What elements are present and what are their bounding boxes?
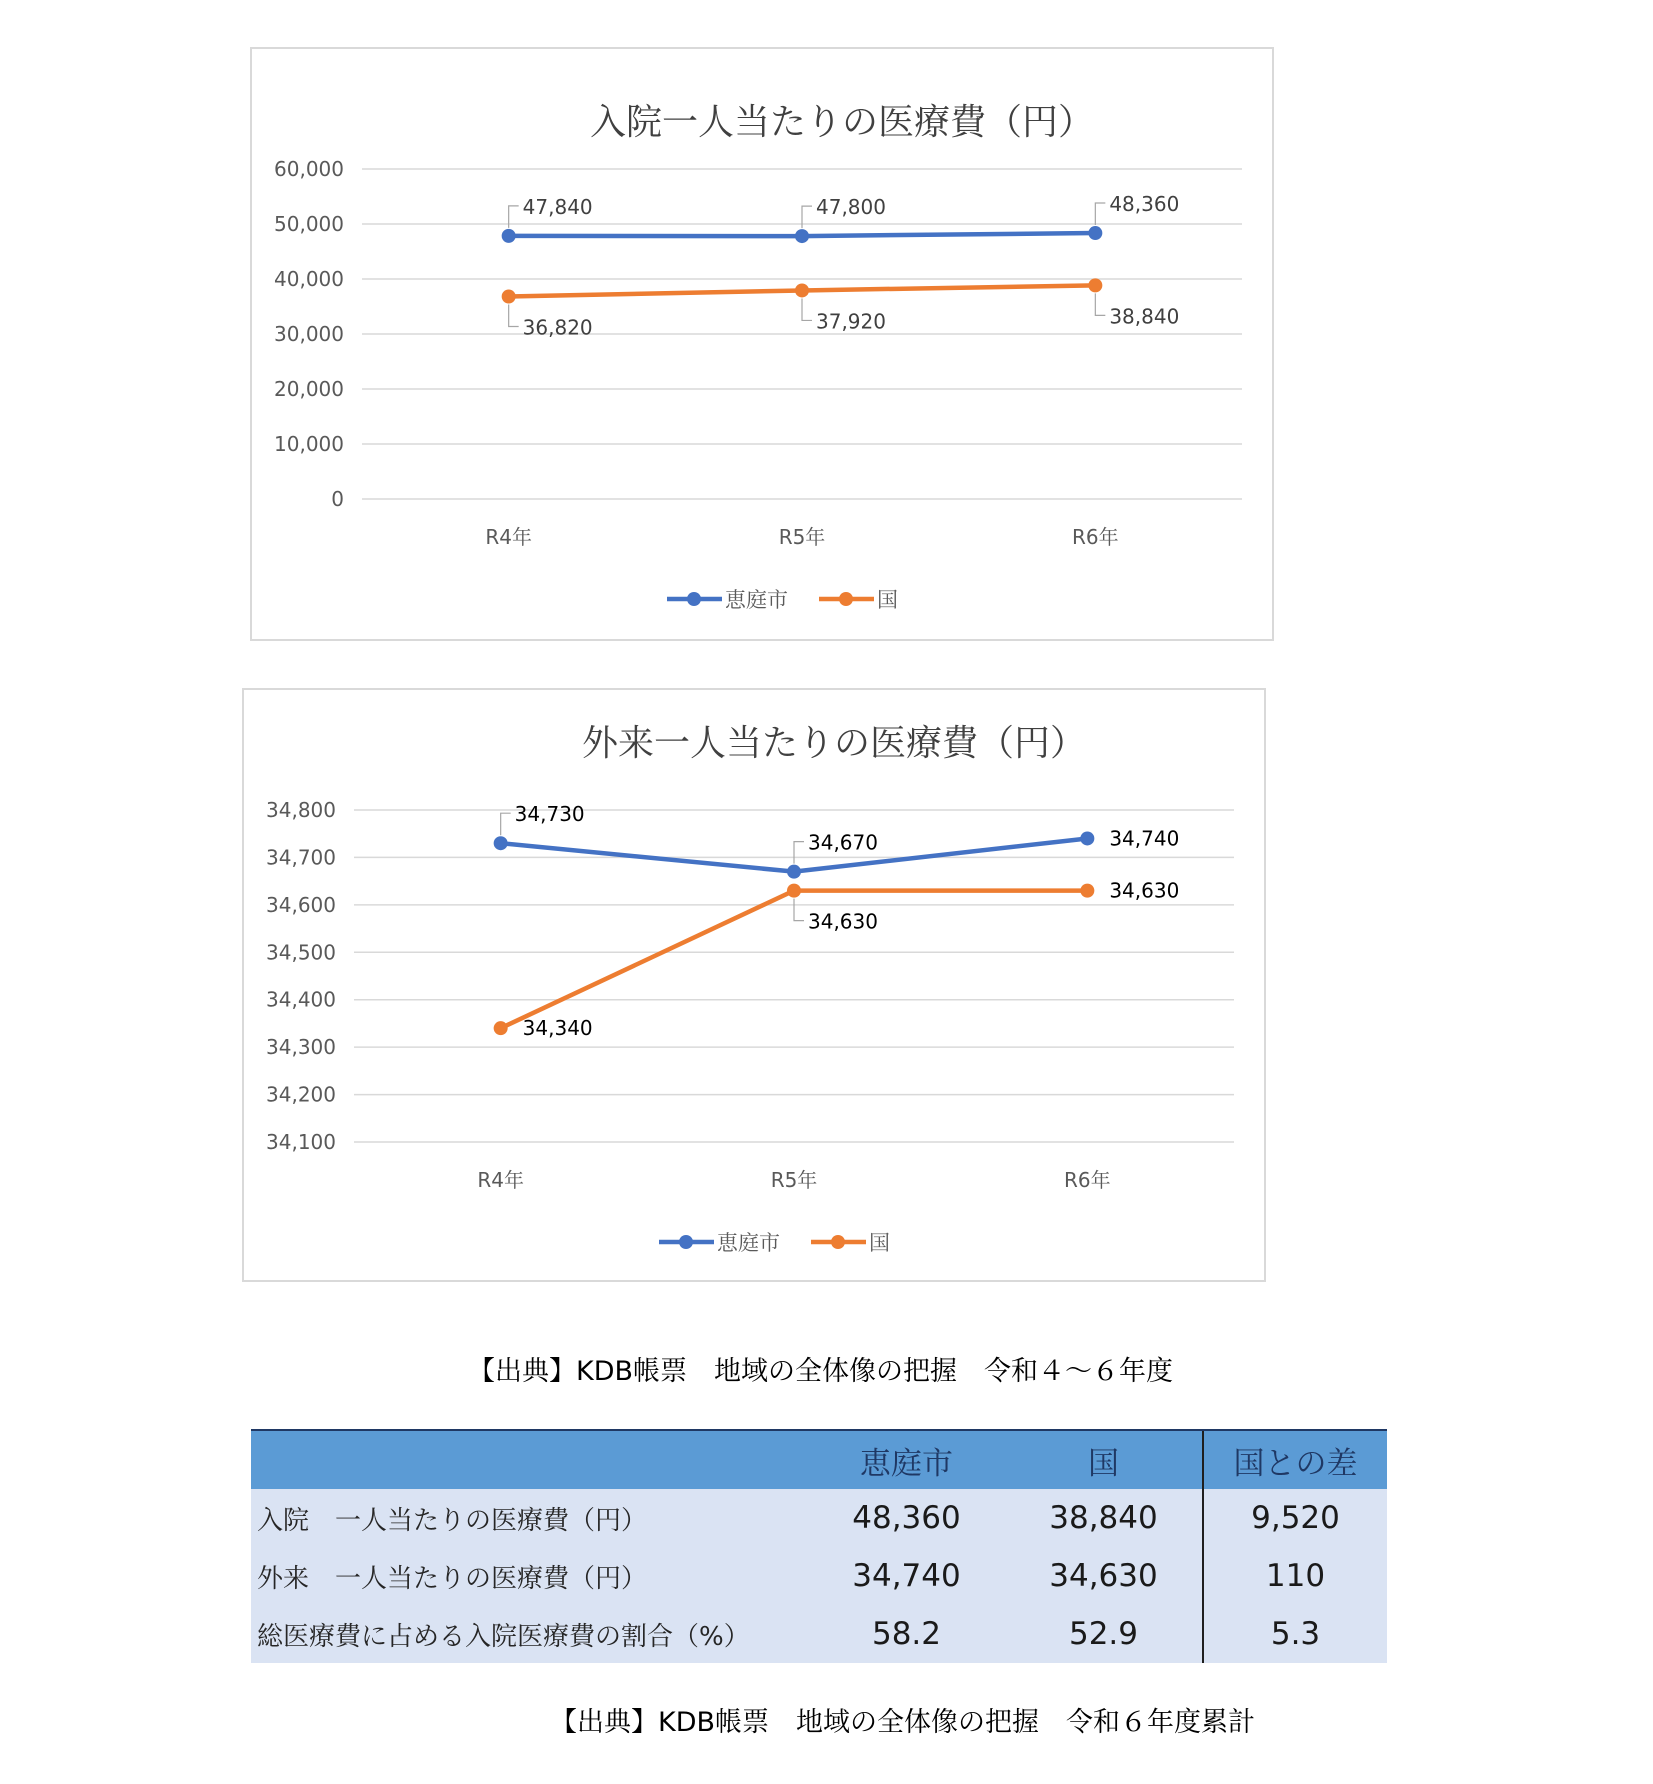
legend-marker <box>687 592 701 606</box>
data-point <box>1080 884 1094 898</box>
outpatient-chart-svg <box>244 690 1264 1280</box>
leader-line <box>1095 203 1105 225</box>
y-tick-label: 10,000 <box>274 432 344 456</box>
cell-diff: 5.3 <box>1203 1605 1387 1663</box>
cell-city: 34,740 <box>808 1547 1005 1605</box>
legend-label: 国 <box>877 588 898 612</box>
data-label: 47,800 <box>816 195 886 220</box>
table-header-nation: 国 <box>1005 1430 1203 1489</box>
y-tick-label: 34,300 <box>266 1035 336 1060</box>
leader-line <box>802 206 812 228</box>
table-row <box>251 1605 1387 1663</box>
data-point <box>1088 226 1102 240</box>
x-tick-label: R5年 <box>778 525 826 549</box>
row-label: 総医療費に占める入院医療費の割合（%） <box>251 1605 808 1663</box>
data-label: 34,670 <box>808 830 878 855</box>
leader-line <box>794 842 804 864</box>
data-label: 36,820 <box>522 315 593 340</box>
y-tick-label: 60,000 <box>274 157 344 181</box>
chart-source-note: 【出典】KDB帳票 地域の全体像の把握 令和４～６年度 <box>468 1356 1174 1387</box>
data-label: 34,740 <box>1109 826 1180 851</box>
data-point <box>494 836 508 850</box>
legend-label: 恵庭市 <box>725 588 788 612</box>
data-point <box>795 229 809 243</box>
table-row <box>251 1489 1387 1547</box>
comparison-table <box>251 1429 1387 1663</box>
data-label: 38,840 <box>1109 304 1180 329</box>
data-point <box>787 884 801 898</box>
cell-nation: 38,840 <box>1005 1489 1203 1547</box>
y-tick-label: 34,200 <box>266 1082 336 1107</box>
table-header-diff: 国との差 <box>1203 1430 1387 1489</box>
x-tick-label: R5年 <box>770 1168 818 1192</box>
x-tick-label: R4年 <box>485 525 532 549</box>
legend-label: 恵庭市 <box>717 1231 780 1255</box>
cell-nation: 52.9 <box>1005 1605 1203 1663</box>
leader-line <box>802 298 812 320</box>
y-tick-label: 20,000 <box>274 377 344 401</box>
leader-line <box>501 813 511 835</box>
table-row <box>251 1547 1387 1605</box>
leader-line <box>794 899 804 921</box>
table-header-city: 恵庭市 <box>808 1430 1005 1489</box>
table-source-note: 【出典】KDB帳票 地域の全体像の把握 令和６年度累計 <box>550 1707 1256 1738</box>
data-point <box>1080 831 1094 845</box>
leader-line <box>509 304 519 326</box>
y-tick-label: 34,500 <box>266 940 336 965</box>
row-label: 外来 一人当たりの医療費（円） <box>251 1547 808 1605</box>
y-tick-label: 30,000 <box>274 322 344 346</box>
data-point <box>502 289 516 303</box>
y-tick-label: 50,000 <box>274 212 344 236</box>
y-tick-label: 40,000 <box>274 267 344 291</box>
y-tick-label: 34,800 <box>266 798 336 822</box>
cell-nation: 34,630 <box>1005 1547 1203 1605</box>
table-header-row <box>251 1430 1387 1489</box>
legend-marker <box>839 592 853 606</box>
cell-diff: 9,520 <box>1203 1489 1387 1547</box>
cell-city: 48,360 <box>808 1489 1005 1547</box>
cell-diff: 110 <box>1203 1547 1387 1605</box>
inpatient-cost-chart <box>250 47 1274 641</box>
row-label: 入院 一人当たりの医療費（円） <box>251 1489 808 1547</box>
inpatient-chart-svg <box>252 49 1272 639</box>
legend-marker <box>831 1235 845 1249</box>
outpatient-cost-chart <box>242 688 1266 1282</box>
chart-title: 外来一人当たりの医療費（円） <box>581 723 1087 764</box>
data-label: 37,920 <box>816 309 886 334</box>
data-label: 34,630 <box>808 909 878 934</box>
cell-city: 58.2 <box>808 1605 1005 1663</box>
legend-label: 国 <box>869 1231 890 1255</box>
data-point <box>494 1021 508 1035</box>
data-point <box>502 229 516 243</box>
data-point <box>787 865 801 879</box>
data-label: 34,730 <box>514 802 585 827</box>
data-point <box>795 283 809 297</box>
y-tick-label: 0 <box>331 487 344 511</box>
table-header-blank <box>251 1430 808 1489</box>
x-tick-label: R6年 <box>1064 1168 1111 1192</box>
y-tick-label: 34,400 <box>266 987 336 1012</box>
y-tick-label: 34,700 <box>266 845 336 870</box>
y-tick-label: 34,600 <box>266 892 336 917</box>
y-tick-label: 34,100 <box>266 1130 336 1154</box>
legend-marker <box>679 1235 693 1249</box>
leader-line <box>1095 293 1105 315</box>
data-label: 34,630 <box>1109 878 1180 903</box>
data-point <box>1088 278 1102 292</box>
x-tick-label: R4年 <box>477 1168 524 1192</box>
data-label: 48,360 <box>1109 192 1180 217</box>
x-tick-label: R6年 <box>1072 525 1119 549</box>
chart-title: 入院一人当たりの医療費（円） <box>589 102 1095 143</box>
data-label: 34,340 <box>522 1016 593 1041</box>
data-label: 47,840 <box>522 194 593 219</box>
